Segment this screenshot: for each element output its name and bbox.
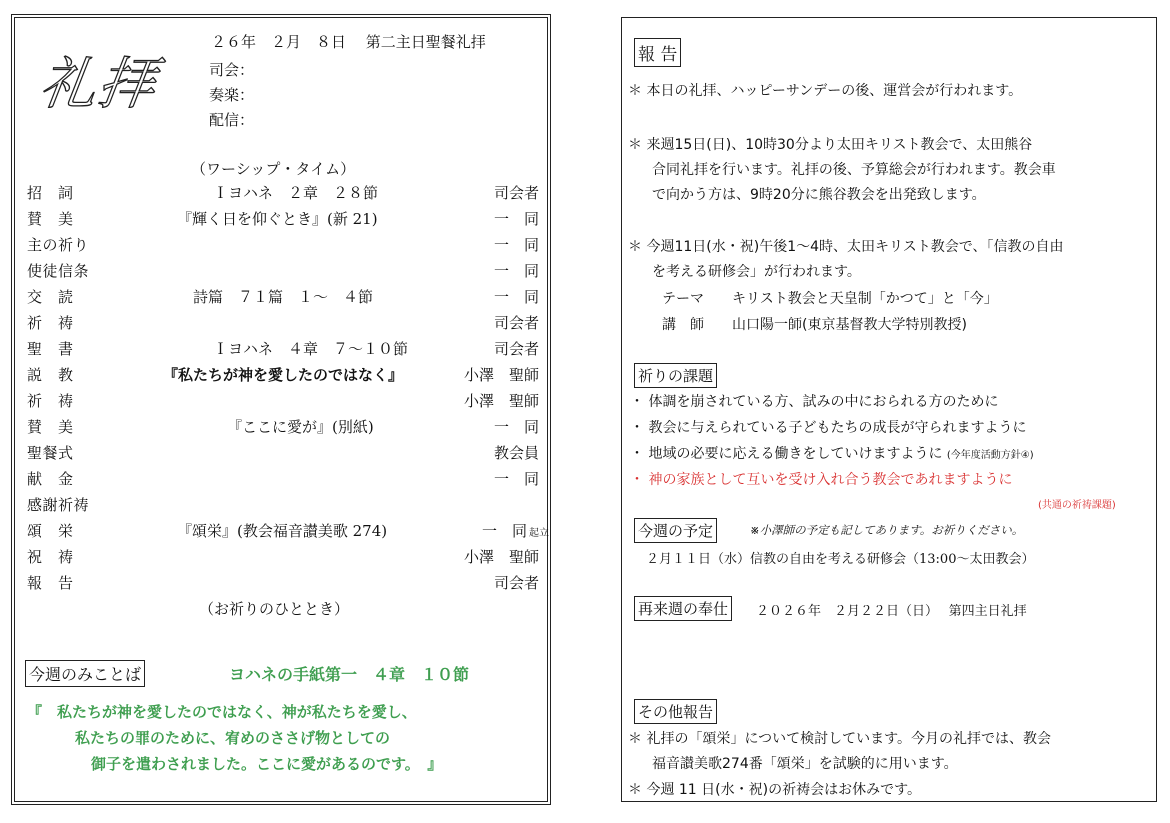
schedule-item: ２月１１日（水）信教の自由を考える研修会（13:00～太田教会） <box>646 552 1035 567</box>
order-content: 『頌栄』(教会福音讃美歌 274) <box>177 522 388 540</box>
order-person: 一 同 <box>493 418 539 436</box>
order-item: 頌 栄 <box>27 522 74 540</box>
order-person: 教会員 <box>493 444 539 462</box>
prayer-item-4-text: 神の家族として互いを受け入れ合う教会であれますように <box>648 472 1013 488</box>
order-item: 賛 美 <box>27 210 74 228</box>
order-item: 招 詞 <box>27 184 74 202</box>
other-item-1: ＊ 礼拝の「頌栄」について検討しています。今月の礼拝では、教会 <box>628 731 1052 747</box>
prayer-item-2-text: 教会に与えられている子どもたちの成長が守られますように <box>648 420 1027 436</box>
role-streaming: 配信： <box>209 111 255 129</box>
order-person: 小澤 聖師 <box>463 392 539 410</box>
report-item-1-text: 本日の礼拝、ハッピーサンデーの後、運営会が行われます。 <box>646 83 1023 99</box>
order-row <box>27 312 539 338</box>
other-item-2-text: 今週 11 日(水・祝)の祈祷会はお休みです。 <box>646 782 921 798</box>
prayer-item-1-text: 体調を崩されている方、試みの中におられる方のために <box>648 394 999 410</box>
order-row <box>27 572 539 598</box>
report-item-2: ＊ 来週15日(日)、10時30分より太田キリスト教会で、太田熊谷 <box>628 137 1033 153</box>
order-content: 『ここに愛が』(別紙) <box>227 418 374 436</box>
order-person: 一 同 <box>493 262 539 280</box>
other-item-2: ＊ 今週 11 日(水・祝)の祈祷会はお休みです。 <box>628 782 921 798</box>
order-item: 交 読 <box>27 288 74 306</box>
verse-line-2: 私たちの罪のために、宥めのささげ物としての <box>75 729 391 747</box>
role-presider: 司会： <box>209 61 255 79</box>
prayer-item-1: ・ 体調を崩されている方、試みの中におられる方のために <box>630 394 999 410</box>
order-item: 感謝祈祷 <box>27 496 90 514</box>
prayer-item-4-note: (共通の祈祷課題) <box>1038 500 1116 511</box>
order-person: 小澤 聖師 <box>463 548 539 566</box>
speaker-value: 山口陽一師(東京基督教大学特別教授) <box>732 317 967 333</box>
announcements-panel <box>621 17 1157 802</box>
order-item: 主の祈り <box>27 236 90 254</box>
report-item-3-line-2: を考える研修会」が行われます。 <box>652 264 861 280</box>
order-item: 聖餐式 <box>27 444 74 462</box>
prayer-topics-label: 祈りの課題 <box>634 363 717 388</box>
order-content: Ｉヨハネ ４章 ７～１０節 <box>213 340 409 358</box>
order-person: 一 同 <box>493 288 539 306</box>
order-item: 報 告 <box>27 574 74 592</box>
weekly-schedule-label: 今週の予定 <box>634 518 717 543</box>
verse-line-1: 『 私たちが神を愛したのではなく、神が私たちを愛し、 <box>27 703 417 721</box>
weekly-word-reference: ヨハネの手紙第一 ４章 １０節 <box>229 665 470 684</box>
prayer-item-2: ・ 教会に与えられている子どもたちの成長が守られますように <box>630 420 1027 436</box>
service-duty-label: 再来週の奉仕 <box>634 596 732 621</box>
order-row <box>27 546 539 572</box>
prayer-time-note: （お祈りのひととき） <box>199 600 350 618</box>
role-organist: 奏楽： <box>209 86 255 104</box>
order-content: Ｉヨハネ ２章 ２８節 <box>213 184 379 202</box>
order-item: 祈 祷 <box>27 392 74 410</box>
standing-note: 起立 <box>529 528 549 539</box>
prayer-item-3-note: (今年度活動方針④) <box>946 450 1034 461</box>
report-item-2-line-3: で向かう方は、9時20分に熊谷教会を出発致します。 <box>652 187 986 203</box>
report-item-3: ＊ 今週11日(水・祝)午後1～4時、太田キリスト教会で、「信教の自由 <box>628 239 1064 255</box>
order-row <box>27 442 539 468</box>
worship-order-panel <box>14 17 548 802</box>
order-item: 賛 美 <box>27 418 74 436</box>
order-item: 聖 書 <box>27 340 74 358</box>
order-row <box>27 416 539 442</box>
order-row <box>27 468 539 494</box>
report-item-2-line-2: 合同礼拝を行います。礼拝の後、予算総会が行われます。教会車 <box>652 162 1056 178</box>
order-person: 司会者 <box>493 314 539 332</box>
order-row <box>27 520 549 546</box>
order-item: 祈 祷 <box>27 314 74 332</box>
order-row <box>27 494 539 520</box>
other-reports-label: その他報告 <box>634 699 717 724</box>
theme-label: テーマ <box>662 291 704 307</box>
order-row <box>27 208 539 234</box>
other-item-1-line-1: 礼拝の「頌栄」について検討しています。今月の礼拝では、教会 <box>646 731 1052 747</box>
order-row <box>27 286 539 312</box>
order-item: 献 金 <box>27 470 74 488</box>
worship-title-logo: 礼拝 <box>35 52 161 117</box>
order-person: 一 同 <box>481 522 527 540</box>
prayer-item-3: ・ 地域の必要に応える働きをしていけますように (今年度活動方針④) <box>630 446 1034 462</box>
prayer-item-3-text: 地域の必要に応える働きをしていけますように <box>648 446 943 462</box>
order-person: 司会者 <box>493 340 539 358</box>
order-row <box>27 234 539 260</box>
report-item-3-line-1: 今週11日(水・祝)午後1～4時、太田キリスト教会で、「信教の自由 <box>646 239 1064 255</box>
order-item: 使徒信条 <box>27 262 90 280</box>
order-content: 『輝く日を仰ぐとき』(新 21) <box>177 210 378 228</box>
other-item-1-line-2: 福音讃美歌274番「頌栄」を試験的に用います。 <box>652 756 958 772</box>
schedule-note: ※小澤師の予定も記してあります。お祈りください。 <box>750 523 1024 537</box>
order-content: 『私たちが神を愛したのではなく』 <box>163 366 404 384</box>
order-person: 一 同 <box>493 236 539 254</box>
service-duty-value: ２０２６年 ２月２２日（日） 第四主日礼拝 <box>756 604 1027 619</box>
order-row <box>27 260 539 286</box>
weekly-word-label: 今週のみことば <box>25 660 145 687</box>
order-person: 一 同 <box>493 210 539 228</box>
speaker-label: 講 師 <box>662 317 704 333</box>
order-row <box>27 390 539 416</box>
order-content: 詩篇 ７１篇 １～ ４節 <box>193 288 374 306</box>
service-date: ２６年 ２月 ８日 第二主日聖餐礼拝 <box>211 33 486 51</box>
worship-time-header: （ワーシップ・タイム） <box>191 160 356 178</box>
order-person: 小澤 聖師 <box>463 366 539 384</box>
report-label: 報 告 <box>634 38 681 67</box>
order-row <box>27 364 539 390</box>
theme-value: キリスト教会と天皇制「かつて」と「今」 <box>732 291 998 307</box>
order-person: 一 同 <box>493 470 539 488</box>
order-row <box>27 338 539 364</box>
order-item: 祝 祷 <box>27 548 74 566</box>
report-item-1: ＊ 本日の礼拝、ハッピーサンデーの後、運営会が行われます。 <box>628 83 1023 99</box>
verse-line-3: 御子を遣わされました。ここに愛があるのです。 』 <box>91 755 443 773</box>
order-item: 説 教 <box>27 366 74 384</box>
order-person: 司会者 <box>493 574 539 592</box>
order-row <box>27 182 539 208</box>
prayer-item-4: ・ 神の家族として互いを受け入れ合う教会であれますように <box>630 472 1013 488</box>
report-item-2-line-1: 来週15日(日)、10時30分より太田キリスト教会で、太田熊谷 <box>646 137 1033 153</box>
order-person: 司会者 <box>493 184 539 202</box>
